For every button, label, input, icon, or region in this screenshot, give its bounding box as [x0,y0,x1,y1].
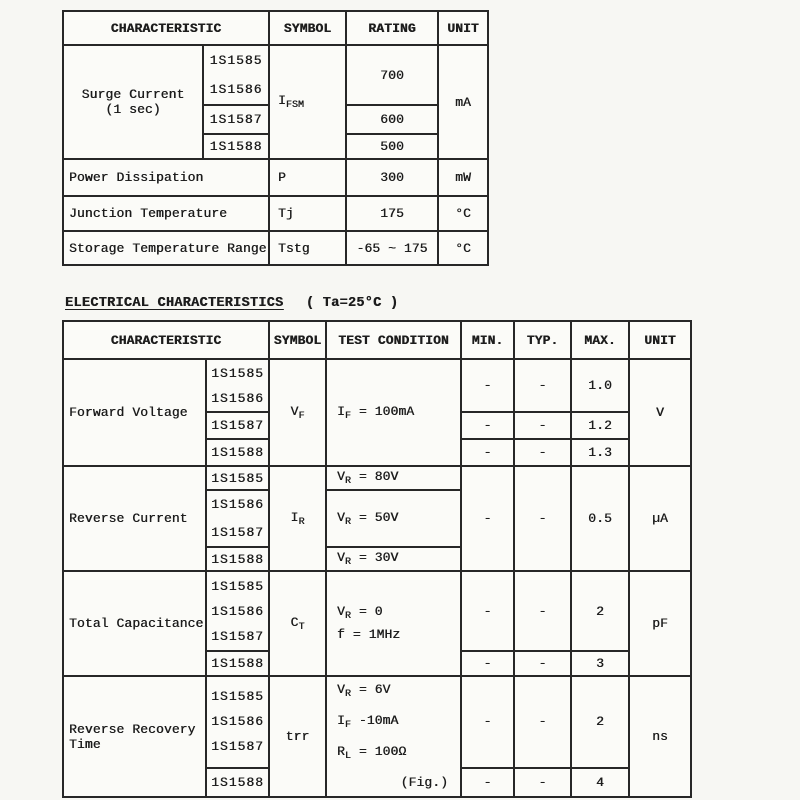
part-number: 1S1588 [206,651,269,676]
symbol-ifsm: $I_{FSM}$ [269,45,346,159]
symbol-trr: trr [269,676,326,797]
symbol-p: P [269,159,346,196]
max-value: 2 [571,571,629,651]
typ-value: - [514,359,571,412]
unit-value: mW [438,159,488,196]
test-condition-vr80: $V_R = 80V$ [326,466,461,490]
condition-line: $R_L = 100\Omega$ [337,744,407,762]
rating-value: 500 [346,134,438,159]
surge-label-line1: Surge Current [81,87,185,102]
label-line2: Time [69,736,101,752]
condition-line: $I_F$ -10mA [337,713,399,731]
part-number: 1S1585 [206,466,269,490]
typ-value: - [514,466,571,571]
part-number: 1S1586 [206,490,269,518]
unit-value: mA [438,45,488,159]
ratings-header-characteristic: CHARACTERISTIC [63,11,269,45]
row-label-surge-current [63,45,203,159]
test-condition-trr [326,676,461,797]
unit-value: °C [438,231,488,265]
part-number: 1S1585 [211,689,264,705]
symbol-ct: $C_T$ [269,571,326,676]
ec-header-min: MIN. [461,321,514,359]
rating-value: -65 ~ 175 [346,231,438,265]
typ-value: - [514,651,571,676]
test-condition-ct [326,571,461,676]
ratings-header-rating: RATING [346,11,438,45]
maximum-ratings-table [62,10,489,266]
ec-header-typ: TYP. [514,321,571,359]
rating-value: 600 [346,105,438,134]
max-value: 1.2 [571,412,629,439]
part-number: 1S1588 [203,134,269,159]
part-numbers-group [206,676,269,768]
part-number: 1S1586 [206,386,269,412]
part-number: 1S1585 [211,578,264,594]
row-label-reverse-recovery-time [63,676,206,797]
unit-value: µA [629,466,691,571]
typ-value: - [514,768,571,797]
part-number: 1S1586 [211,603,264,619]
part-number: 1S1587 [211,739,264,755]
ec-header-max: MAX. [571,321,629,359]
part-number: 1S1587 [211,628,264,644]
condition-line: $V_R = 6V$ [337,682,391,700]
ec-header-symbol: SYMBOL [269,321,326,359]
row-label-reverse-current: Reverse Current [63,466,206,571]
test-condition-vr30: $V_R = 30V$ [326,547,461,571]
condition-line: f = 1MHz [337,627,401,642]
unit-value: V [629,359,691,466]
part-number: 1S1588 [206,768,269,797]
part-number: 1S1586 [211,714,264,730]
min-value: - [461,768,514,797]
min-value: - [461,412,514,439]
typ-value: - [514,439,571,466]
title-condition: ( Ta=25°C ) [305,296,399,311]
surge-label-line2: (1 sec) [105,102,161,117]
typ-value: - [514,676,571,768]
test-condition-vr50: $V_R = 50V$ [326,490,461,547]
ratings-header-unit: UNIT [438,11,488,45]
rating-value: 300 [346,159,438,196]
max-value: 1.0 [571,359,629,412]
min-value: - [461,571,514,651]
row-label-storage-temperature: Storage Temperature Range [63,231,269,265]
rating-value: 700 [346,45,438,105]
symbol-ir: $I_R$ [269,466,326,571]
min-value: - [461,651,514,676]
ratings-header-symbol: SYMBOL [269,11,346,45]
min-value: - [461,676,514,768]
typ-value: - [514,571,571,651]
part-number: 1S1587 [206,518,269,547]
unit-value: pF [629,571,691,676]
symbol-tstg: Tstg [269,231,346,265]
ec-header-characteristic: CHARACTERISTIC [63,321,269,359]
ec-header-test-condition: TEST CONDITION [326,321,461,359]
part-number: 1S1588 [206,439,269,466]
row-label-power-dissipation: Power Dissipation [63,159,269,196]
symbol-vf: $V_F$ [269,359,326,466]
part-number: 1S1585 [206,359,269,386]
test-condition-if: $I_F = 100mA$ [326,359,461,466]
max-value: 4 [571,768,629,797]
unit-value: ns [629,676,691,797]
part-number: 1S1587 [206,412,269,439]
electrical-characteristics-title [65,296,398,311]
max-value: 3 [571,651,629,676]
symbol-tj: Tj [269,196,346,231]
title-text: ELECTRICAL CHARACTERISTICS [65,296,284,311]
min-value: - [461,359,514,412]
max-value: 2 [571,676,629,768]
label-line1: Reverse Recovery [69,721,196,737]
part-number: 1S1587 [203,105,269,134]
ec-header-unit: UNIT [629,321,691,359]
max-value: 1.3 [571,439,629,466]
typ-value: - [514,412,571,439]
condition-line: $V_R = 0$ [337,604,383,622]
min-value: - [461,439,514,466]
row-label-junction-temperature: Junction Temperature [63,196,269,231]
row-label-forward-voltage: Forward Voltage [63,359,206,466]
min-value: - [461,466,514,571]
part-number: 1S1588 [206,547,269,571]
row-label-total-capacitance: Total Capacitance [63,571,206,676]
max-value: 0.5 [571,466,629,571]
part-numbers-group [206,571,269,651]
unit-value: °C [438,196,488,231]
rating-value: 175 [346,196,438,231]
part-number: 1S1585 [203,45,269,75]
condition-fig-reference: (Fig.) [400,775,448,790]
electrical-characteristics-table [62,320,692,798]
part-number: 1S1586 [203,75,269,105]
